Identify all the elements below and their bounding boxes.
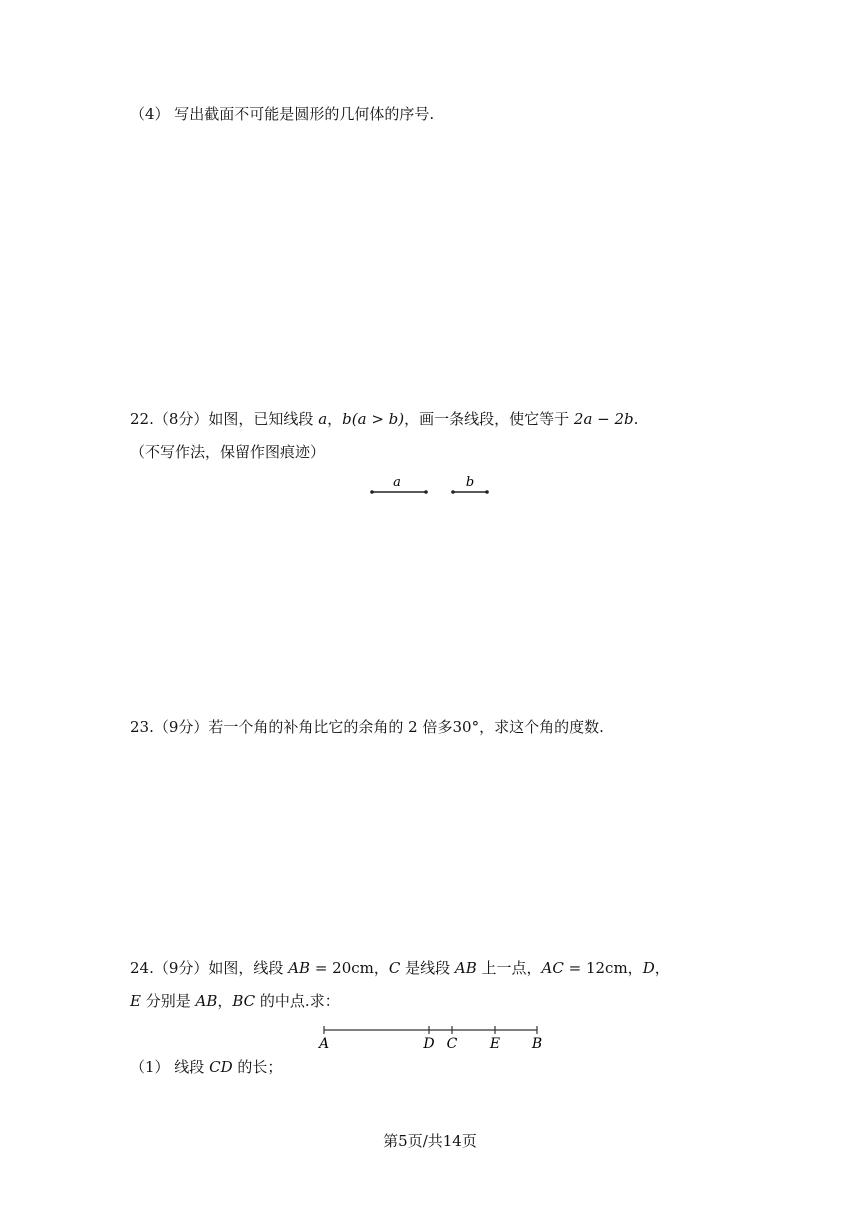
- q24-number: 24.: [130, 959, 154, 977]
- q22-var-b-condition: b(a > b): [342, 410, 405, 428]
- q24-line2-text-2: ，: [217, 992, 233, 1010]
- point-label-c: C: [446, 1036, 458, 1052]
- q24-text-3: 是线段: [400, 959, 455, 977]
- q24-figure: [312, 1022, 552, 1052]
- point-label-e: E: [489, 1036, 501, 1052]
- q24-var-ab-2: AB: [454, 959, 477, 977]
- q22-text-b: ，画一条线段，使它等于: [404, 410, 574, 428]
- point-label-b: B: [531, 1036, 543, 1052]
- q24-var-e: E: [130, 992, 141, 1010]
- q22-score: （8分）: [153, 410, 209, 428]
- q21-part4-text: （4） 写出截面不可能是圆形的几何体的序号.: [130, 105, 435, 123]
- q24-part1-prefix: （1） 线段: [130, 1058, 210, 1076]
- q23-number: 23.: [130, 718, 154, 736]
- q24-var-d: D: [642, 959, 655, 977]
- q24-var-ab: AB: [288, 959, 311, 977]
- q24-var-ac: AC: [541, 959, 564, 977]
- point-label-a: A: [318, 1036, 330, 1052]
- page-footer: [0, 1131, 860, 1151]
- q24-var-c: C: [388, 959, 401, 977]
- q23-score: （9分）: [153, 718, 209, 736]
- q24-var-ab-3: AB: [195, 992, 218, 1010]
- q23-stem: [130, 717, 604, 737]
- page-number: 第5页/共14页: [383, 1132, 477, 1150]
- q22-comma: ，: [327, 410, 343, 428]
- q24-stem-line2: [130, 991, 340, 1011]
- q24-text-4: 上一点，: [476, 959, 542, 977]
- q21-part4: [130, 104, 434, 124]
- q24-text-2: = 20cm，: [310, 959, 389, 977]
- segment-b-end-point: [485, 490, 489, 494]
- q24-part1-suffix: 的长；: [232, 1058, 283, 1076]
- segment-a-start-point: [370, 490, 374, 494]
- q22-note: [130, 442, 325, 462]
- q22-var-a: a: [318, 410, 328, 428]
- q22-period: .: [633, 410, 639, 428]
- q24-part1: [130, 1057, 282, 1077]
- segment-b-start-point: [451, 490, 455, 494]
- segment-a-end-point: [424, 490, 428, 494]
- segment-a-label: a: [393, 475, 401, 490]
- q23-text: 若一个角的补角比它的余角的 2 倍多30°，求这个角的度数.: [208, 718, 604, 736]
- q24-score: （9分）: [153, 959, 209, 977]
- q24-text-5: = 12cm，: [563, 959, 643, 977]
- q22-figure: [366, 472, 496, 500]
- q24-line2-text-1: 分别是: [140, 992, 196, 1010]
- q22-number: 22.: [130, 410, 154, 428]
- point-label-d: D: [423, 1036, 435, 1052]
- q22-stem: [130, 409, 638, 429]
- q22-expression: 2a − 2b: [573, 410, 634, 428]
- q24-part1-var-cd: CD: [209, 1058, 233, 1076]
- q24-var-bc: BC: [232, 992, 256, 1010]
- q22-text-a: 如图，已知线段: [208, 410, 319, 428]
- q22-note-text: （不写作法，保留作图痕迹）: [130, 443, 326, 461]
- q24-segment-svg: [312, 1022, 552, 1052]
- q24-text-6: ，: [654, 959, 670, 977]
- q24-stem-line1: [130, 958, 670, 978]
- q24-text-1: 如图，线段: [208, 959, 289, 977]
- q24-line2-text-3: 的中点.求：: [255, 992, 340, 1010]
- segment-b-label: b: [465, 475, 475, 490]
- q22-segments-svg: [366, 472, 496, 500]
